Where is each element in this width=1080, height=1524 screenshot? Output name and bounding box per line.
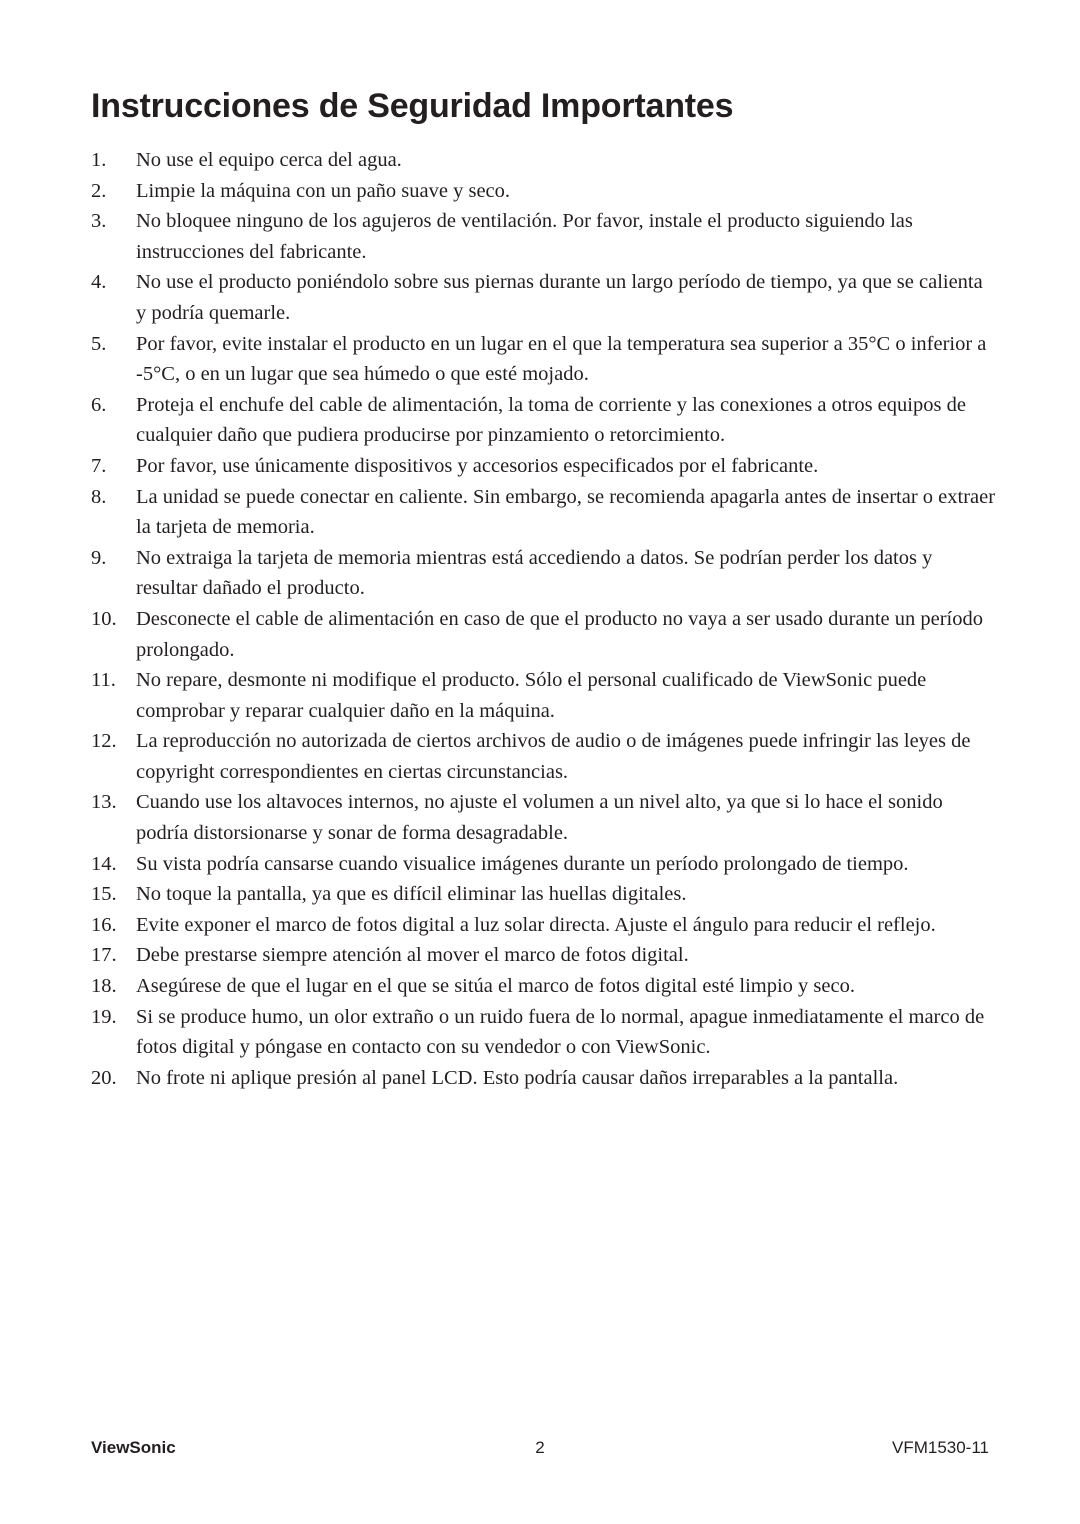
item-number: 9. [91, 546, 107, 569]
item-number: 8. [91, 485, 107, 508]
item-number: 6. [91, 393, 107, 416]
list-item [91, 910, 996, 941]
footer-model-number: VFM1530-11 [891, 1438, 989, 1457]
list-item [91, 206, 996, 267]
item-text: Si se produce humo, un olor extraño o un ruido fuera de lo normal, apague inmediatamente el marco de fotos digital y póngase en contacto con su vendedor o con ViewSonic. [136, 1005, 985, 1059]
item-number: 15. [91, 883, 117, 906]
item-number: 17. [91, 944, 117, 967]
footer-brand: ViewSonic [91, 1438, 176, 1457]
item-number: 3. [91, 210, 107, 233]
item-text: No extraiga la tarjeta de memoria mientras está accediendo a datos. Se podrían perder los datos y resultar dañado el producto. [136, 546, 933, 600]
item-text: Evite exponer el marco de fotos digital a luz solar directa. Ajuste el ángulo para reducir el reflejo. [136, 913, 936, 936]
list-item [91, 971, 996, 1002]
item-text: Proteja el enchufe del cable de alimentación, la toma de corriente y las conexiones a otros equipos de cualquier daño que pudiera producirse por pinzamiento o retorcimiento. [136, 393, 966, 447]
item-number: 11. [91, 669, 116, 692]
item-text: No frote ni aplique presión al panel LCD. Esto podría causar daños irreparables a la pantalla. [136, 1066, 899, 1089]
list-item [91, 940, 996, 971]
item-text: No bloquee ninguno de los agujeros de ventilación. Por favor, instale el producto siguiendo las instrucciones del fabricante. [136, 210, 913, 263]
item-number: 4. [91, 271, 107, 294]
item-text: Su vista podría cansarse cuando visualice imágenes durante un período prolongado de tiempo. [136, 852, 909, 875]
footer-page-number: 2 [535, 1438, 545, 1457]
item-number: 2. [91, 179, 107, 202]
item-number: 13. [91, 791, 117, 814]
list-item [91, 482, 996, 543]
item-text: No use el producto poniéndolo sobre sus piernas durante un largo período de tiempo, ya que se calienta y podría quemarle. [136, 271, 983, 324]
list-item [91, 390, 996, 451]
safety-instructions-list [91, 145, 996, 1093]
item-number: 14. [91, 852, 117, 875]
item-text: Debe prestarse siempre atención al mover el marco de fotos digital. [136, 944, 689, 967]
item-number: 1. [91, 149, 107, 171]
item-number: 5. [91, 332, 107, 355]
list-item [91, 267, 996, 328]
list-item [91, 145, 996, 176]
list-item [91, 787, 996, 848]
item-text: Por favor, evite instalar el producto en un lugar en el que la temperatura sea superior a 35°C o inferior a -5°C, o en un lugar que sea húmedo o que esté mojado. [136, 332, 987, 386]
list-item [91, 176, 996, 207]
item-number: 12. [91, 730, 117, 753]
item-number: 18. [91, 975, 117, 998]
list-item [91, 726, 996, 787]
item-text: Limpie la máquina con un paño suave y seco. [136, 179, 511, 202]
list-item [91, 329, 996, 390]
item-number: 10. [91, 607, 117, 630]
item-text: No toque la pantalla, ya que es difícil eliminar las huellas digitales. [136, 883, 687, 906]
item-text: La unidad se puede conectar en caliente. Sin embargo, se recomienda apagarla antes de insertar o extraer la tarjeta de memoria. [136, 485, 996, 539]
item-text: Asegúrese de que el lugar en el que se sitúa el marco de fotos digital esté limpio y seco. [136, 975, 855, 998]
item-number: 20. [91, 1066, 117, 1089]
list-item [91, 879, 996, 910]
list-item [91, 1063, 996, 1094]
item-text: Por favor, use únicamente dispositivos y accesorios especificados por el fabricante. [136, 454, 819, 477]
list-item [91, 665, 996, 726]
list-item [91, 1002, 996, 1063]
item-number: 16. [91, 913, 117, 936]
item-text: Desconecte el cable de alimentación en caso de que el producto no vaya a ser usado durante un período prolongado. [136, 607, 983, 661]
page-title: Instrucciones de Seguridad Importantes [91, 87, 734, 125]
item-number: 7. [91, 454, 107, 477]
item-text: No repare, desmonte ni modifique el producto. Sólo el personal cualificado de ViewSonic puede comprobar y reparar cualquier daño en la máquina. [136, 669, 927, 722]
list-item [91, 849, 996, 880]
item-number: 19. [91, 1005, 117, 1028]
item-text: No use el equipo cerca del agua. [136, 149, 402, 171]
item-text: La reproducción no autorizada de ciertos archivos de audio o de imágenes puede infringir las leyes de copyright correspondientes en ciertas circunstancias. [136, 730, 971, 783]
list-item [91, 543, 996, 604]
item-text: Cuando use los altavoces internos, no ajuste el volumen a un nivel alto, ya que si lo hace el sonido podría distorsionarse y sonar de forma desagradable. [136, 791, 943, 845]
list-item [91, 451, 996, 482]
list-item [91, 604, 996, 665]
